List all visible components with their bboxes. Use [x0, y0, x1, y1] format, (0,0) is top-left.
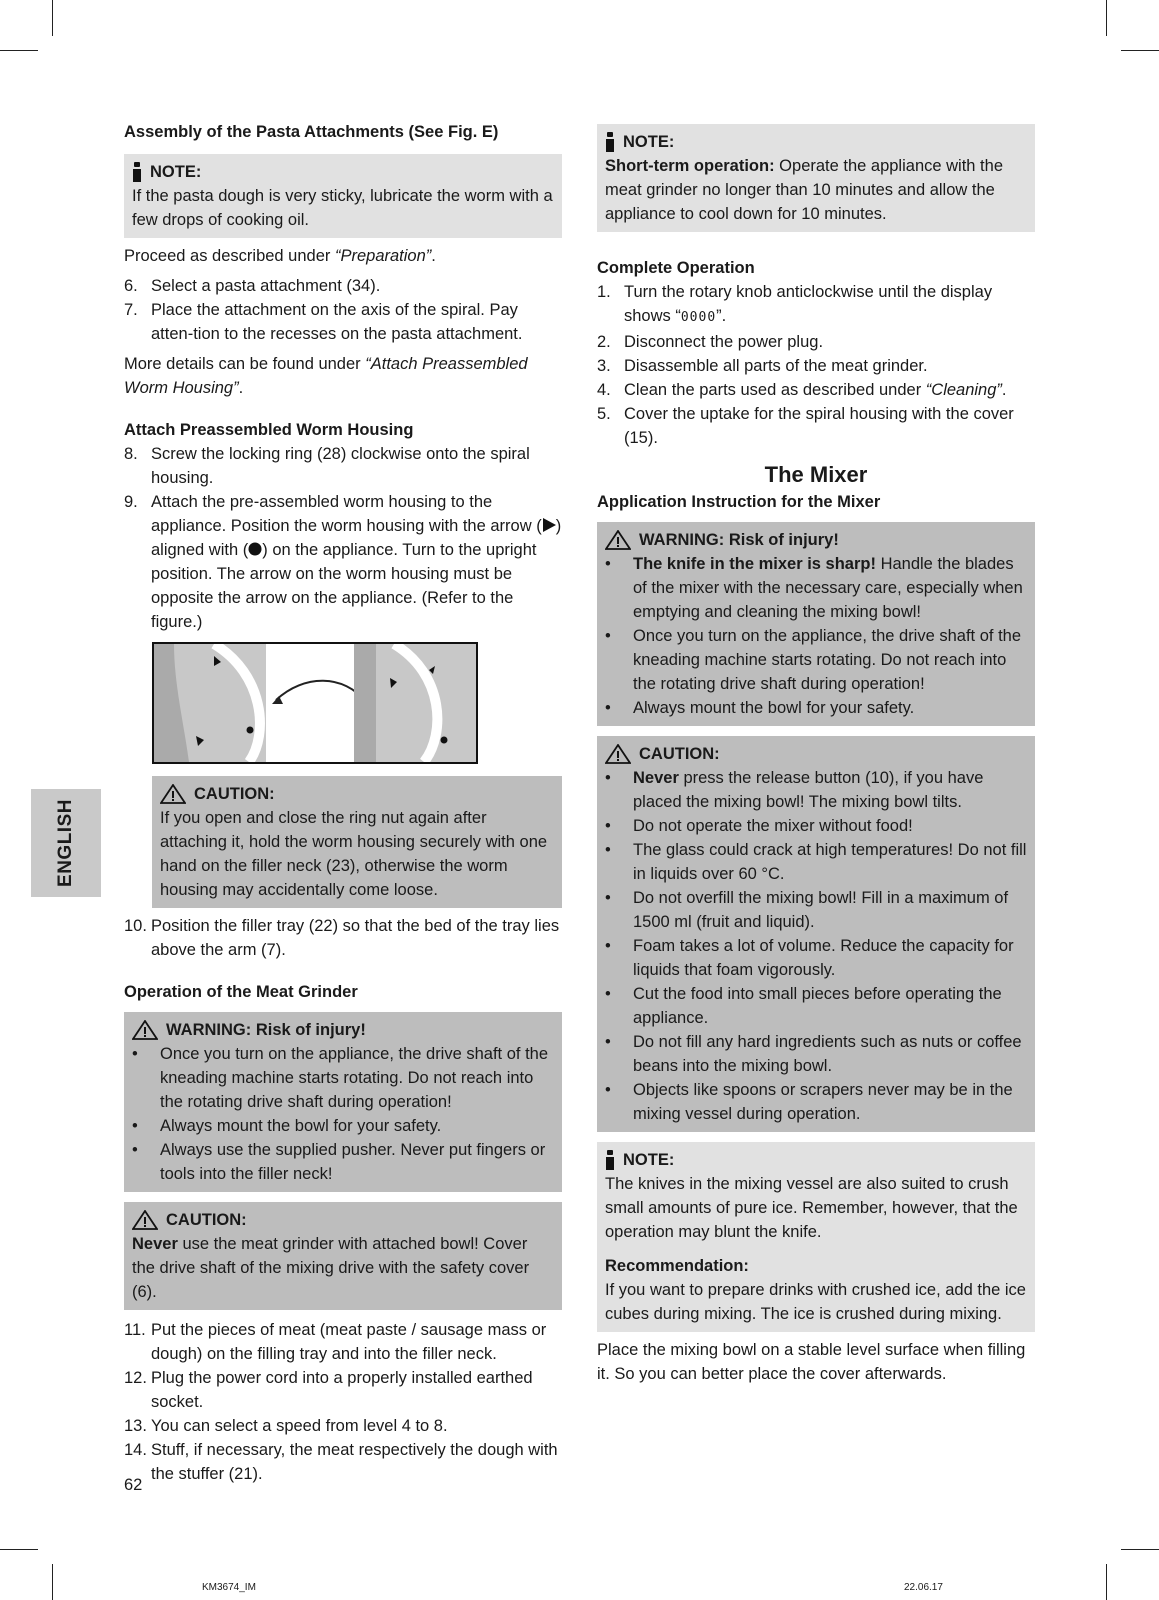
list-item: • Do not overfill the mixing bowl! Fill in a maximum of 1500 ml (fruit and liquid). — [605, 889, 1009, 931]
note-box — [597, 1142, 1035, 1332]
info-icon — [605, 132, 615, 152]
note-title: NOTE: — [150, 163, 202, 181]
list-item: 11. Put the pieces of meat (meat paste / sausage mass or dough) on the filling tray and into the filler neck. — [124, 1321, 547, 1363]
note-text: The knives in the mixing vessel are also suited to crush small amounts of pure ice. Remember, however, that the operation may blunt the knife. — [605, 1175, 1018, 1241]
dot-icon — [248, 542, 262, 556]
final-paragraph: Place the mixing bowl on a stable level surface when filling it. So you can better place the cover afterwards. — [597, 1341, 1026, 1383]
caution-text: If you open and close the ring nut again after attaching it, hold the worm housing securely with one hand on the filler neck (23), otherwise the worm housing may accidentally come loose. — [160, 809, 548, 899]
list-item: • Do not fill any hard ingredients such as nuts or coffee beans into the mixing bowl. — [605, 1033, 1022, 1075]
list-item: 1. Turn the rotary knob anticlockwise until the display shows “0000”. — [597, 283, 993, 325]
recommendation-title: Recommendation: — [605, 1257, 749, 1275]
arrow-right-icon — [542, 518, 556, 532]
steps-filler — [124, 914, 562, 962]
proceed-paragraph: Proceed as described under “Preparation”. — [124, 247, 436, 265]
list-item: • Objects like spoons or scrapers never may be in the mixing vessel during operation. — [605, 1081, 1013, 1123]
crop-mark — [1121, 1549, 1159, 1550]
list-item: • The glass could crack at high temperatures! Do not fill in liquids over 60 °C. — [605, 841, 1027, 883]
heading-the-mixer: The Mixer — [764, 462, 868, 487]
list-item: • Do not operate the mixer without food! — [605, 817, 913, 835]
recommendation-text: If you want to prepare drinks with crushed ice, add the ice cubes during mixing. The ice is crushed during mixing. — [605, 1281, 1026, 1323]
list-item: • Once you turn on the appliance, the drive shaft of the kneading machine starts rotating. Do not reach into the rotating drive shaft during operation! — [132, 1045, 548, 1111]
worm-housing-figure — [152, 642, 478, 764]
warning-title: WARNING: Risk of injury! — [166, 1021, 366, 1039]
list-item: • The knife in the mixer is sharp! Handle the blades of the mixer with the necessary care, especially when emptying and cleaning the mixing bowl! — [605, 555, 1023, 621]
note-box — [597, 124, 1035, 232]
list-item: 4. Clean the parts used as described under “Cleaning”. — [597, 381, 1007, 399]
warning-box — [124, 1012, 562, 1192]
crop-mark — [52, 1564, 53, 1600]
info-icon — [605, 1150, 615, 1170]
left-column — [124, 120, 562, 1486]
steps-pasta — [124, 274, 562, 346]
list-item: • Once you turn on the appliance, the drive shaft of the kneading machine starts rotating. Do not reach into the rotating drive shaft during operation! — [605, 627, 1021, 693]
heading-pasta-assembly: Assembly of the Pasta Attachments (See Fig. E) — [124, 123, 499, 141]
more-details-paragraph: More details can be found under “Attach Preassembled Worm Housing”. — [124, 355, 528, 397]
list-item: 8. Screw the locking ring (28) clockwise onto the spiral housing. — [124, 445, 530, 487]
heading-application-instruction: Application Instruction for the Mixer — [597, 493, 881, 511]
crop-mark — [52, 0, 53, 36]
list-item: 7. Place the attachment on the axis of the spiral. Pay atten-tion to the recesses on the pasta attachment. — [124, 301, 523, 343]
list-item: • Never press the release button (10), if you have placed the mixing bowl! The mixing bowl tilts. — [605, 769, 984, 811]
list-item: • Always mount the bowl for your safety. — [605, 699, 915, 717]
note-title: NOTE: — [623, 133, 675, 151]
note-text: If the pasta dough is very sticky, lubricate the worm with a few drops of cooking oil. — [132, 187, 553, 229]
crop-mark — [1106, 1564, 1107, 1600]
language-tab — [31, 789, 101, 897]
list-item: • Always mount the bowl for your safety. — [132, 1117, 442, 1135]
steps-complete — [597, 280, 1035, 450]
warning-triangle-icon — [605, 744, 631, 764]
steps-grinding — [124, 1318, 562, 1486]
list-item: 10. Position the filler tray (22) so that the bed of the tray lies above the arm (7). — [124, 917, 560, 959]
list-item: • Foam takes a lot of volume. Reduce the capacity for liquids that foam vigorously. — [605, 937, 1014, 979]
list-item: • Always use the supplied pusher. Never put fingers or tools into the filler neck! — [132, 1141, 546, 1183]
footer-left: KM3674_IM — [202, 1582, 256, 1593]
list-item: 14. Stuff, if necessary, the meat respectively the dough with the stuffer (21). — [124, 1441, 558, 1483]
list-item: 13. You can select a speed from level 4 to 8. — [124, 1417, 448, 1435]
warning-triangle-icon — [605, 530, 631, 550]
caution-title: CAUTION: — [166, 1211, 247, 1229]
heading-operation-meat-grinder: Operation of the Meat Grinder — [124, 983, 358, 1001]
note-title: NOTE: — [623, 1151, 675, 1169]
list-item: 5. Cover the uptake for the spiral housing with the cover (15). — [597, 405, 1014, 447]
list-item: 2. Disconnect the power plug. — [597, 333, 824, 351]
display-readout: 0000 — [680, 310, 717, 325]
list-item: 6. Select a pasta attachment (34). — [124, 277, 381, 295]
heading-complete-operation: Complete Operation — [597, 259, 755, 277]
warning-triangle-icon — [160, 784, 186, 804]
warning-triangle-icon — [132, 1020, 158, 1040]
crop-mark — [1106, 0, 1107, 36]
note-box — [124, 154, 562, 238]
steps-attach — [124, 442, 562, 634]
caution-title: CAUTION: — [639, 745, 720, 763]
warning-triangle-icon — [132, 1210, 158, 1230]
caution-box — [152, 776, 562, 908]
list-item: 12. Plug the power cord into a properly installed earthed socket. — [124, 1369, 533, 1411]
right-column — [597, 124, 1035, 1386]
list-item: 9. Attach the pre-assembled worm housing to the appliance. Position the worm housing with the arrow ( ) aligned with ( ) on the appliance. Turn to the upright position. The arrow on the worm housing must be opposite the arrow on the appliance. (Refer to the figure.) — [124, 493, 562, 631]
list-item: 3. Disassemble all parts of the meat grinder. — [597, 357, 928, 375]
crop-mark — [1121, 50, 1159, 51]
warning-box — [597, 522, 1035, 726]
crop-mark — [0, 50, 38, 51]
info-icon — [132, 162, 142, 182]
caution-text: Never use the meat grinder with attached bowl! Cover the drive shaft of the mixing drive with the safety cover (6). — [132, 1235, 530, 1301]
page-number: 62 — [124, 1476, 143, 1494]
caution-title: CAUTION: — [194, 785, 275, 803]
footer-right: 22.06.17 — [904, 1582, 943, 1593]
caution-box — [597, 736, 1035, 1132]
note-text: Short-term operation: Operate the appliance with the meat grinder no longer than 10 minutes and allow the appliance to cool down for 10 minutes. — [605, 157, 1003, 223]
crop-mark — [0, 1549, 38, 1550]
worm-housing-illustration — [154, 644, 476, 762]
warning-title: WARNING: Risk of injury! — [639, 531, 839, 549]
caution-box — [124, 1202, 562, 1310]
heading-attach-worm-housing: Attach Preassembled Worm Housing — [124, 421, 414, 439]
language-tab-label: ENGLISH — [55, 799, 76, 887]
list-item: • Cut the food into small pieces before operating the appliance. — [605, 985, 1002, 1027]
